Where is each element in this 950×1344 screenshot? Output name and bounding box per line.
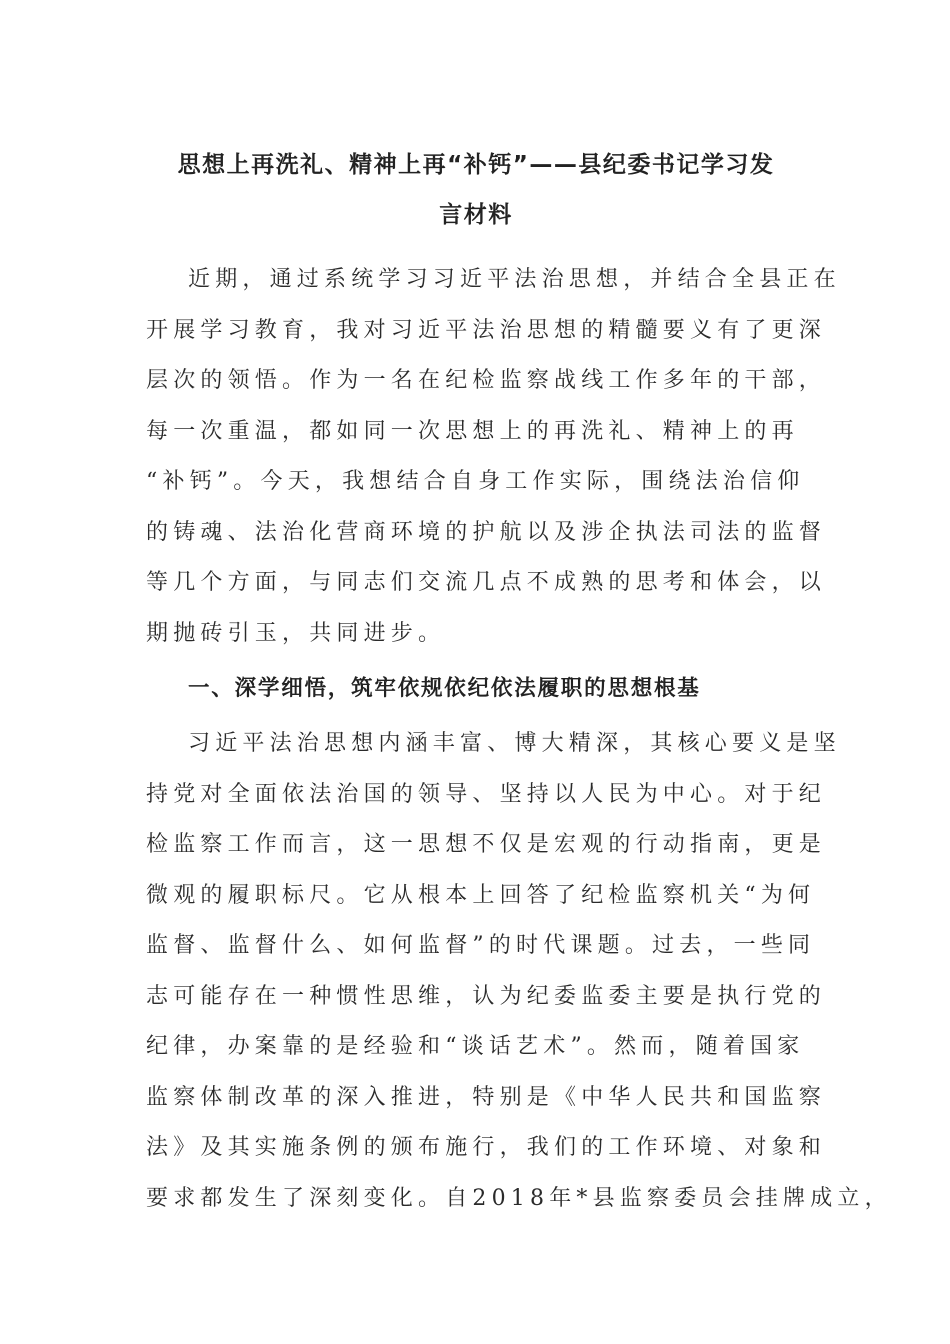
paragraph-line: 每一次重温，都如同一次思想上的再洗礼、精神上的再: [146, 418, 799, 444]
paragraph-line: 开展学习教育，我对习近平法治思想的精髓要义有了更深: [146, 317, 827, 343]
section-1-paragraph: [146, 719, 892, 1224]
document-title: [146, 140, 806, 240]
paragraph-line: 层次的领悟。作为一名在纪检监察战线工作多年的干部，: [146, 368, 827, 393]
paragraph-line: 的铸魂、法治化营商环境的护航以及涉企执法司法的监督: [146, 519, 827, 545]
paragraph-line: 等几个方面，与同志们交流几点不成熟的思考和体会，以: [146, 570, 827, 595]
paragraph-line: 检监察工作而言，这一思想不仅是宏观的行动指南，更是: [146, 832, 827, 857]
paragraph-line: 纪律，办案靠的是经验和“谈话艺术”。然而，随着国家: [146, 1034, 805, 1059]
paragraph-line: 习近平法治思想内涵丰富、博大精深，其核心要义是坚: [188, 731, 841, 756]
paragraph-line: 微观的履职标尺。它从根本上回答了纪检监察机关“为何: [146, 882, 816, 908]
paragraph-line: 近期，通过系统学习习近平法治思想，并结合全县正在: [188, 267, 841, 292]
section-1-heading: 一、深学细悟，筑牢依规依纪依法履职的思想根基: [188, 676, 701, 701]
intro-paragraph: [146, 255, 841, 659]
paragraph-line: 志可能存在一种惯性思维，认为纪委监委主要是执行党的: [146, 983, 827, 1009]
paragraph-line: 持党对全面依法治国的领导、坚持以人民为中心。对于纪: [146, 781, 827, 807]
paragraph-line: 要求都发生了深刻变化。自2018年*县监察委员会挂牌成立，: [146, 1185, 892, 1211]
paragraph-line: 期抛砖引玉，共同进步。: [146, 620, 446, 646]
paragraph-line: “补钙”。今天，我想结合自身工作实际，围绕法治信仰: [146, 469, 805, 494]
paragraph-line: 监督、监督什么、如何监督”的时代课题。过去，一些同: [146, 933, 816, 958]
title-line-1: 思想上再洗礼、精神上再“补钙”——县纪委书记学习发: [177, 152, 775, 178]
paragraph-line: 监察体制改革的深入推进，特别是《中华人民共和国监察: [146, 1084, 827, 1110]
title-line-2: 言材料: [439, 202, 513, 228]
document-page: [146, 140, 892, 1224]
paragraph-line: 法》及其实施条例的颁布施行，我们的工作环境、对象和: [146, 1135, 827, 1160]
